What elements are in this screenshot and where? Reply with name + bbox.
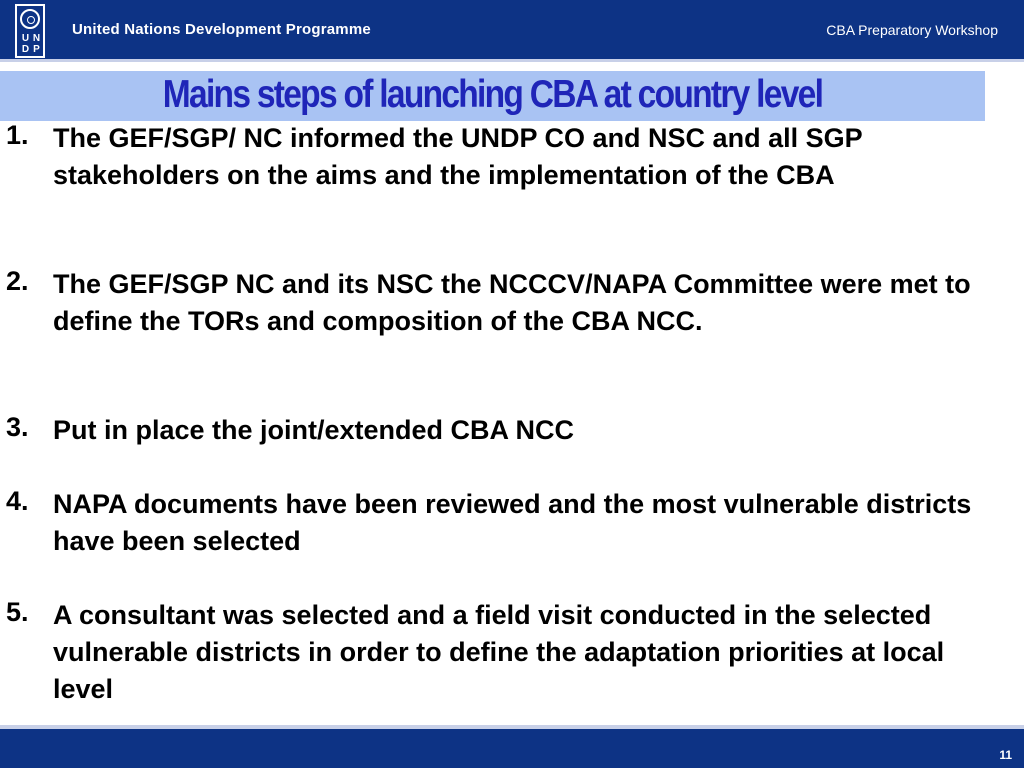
logo-letter: U [21,33,30,44]
step-text: NAPA documents have been reviewed and the most vulnerable districts have been selected [53,489,972,556]
footer-bar [0,725,1024,768]
undp-logo-icon [15,4,45,58]
logo-letter: P [33,44,40,55]
slide-title: Mains steps of launching CBA at country level [162,73,823,116]
step-number: 5. [6,597,29,627]
logo-letters [20,33,42,55]
step-text: The GEF/SGP/ NC informed the UNDP CO and NSC and all SGP stakeholders on the aims and the implementation of the CBA [53,123,863,190]
step-text: A consultant was selected and a field visit conducted in the selected vulnerable districts in order to define the adaptation priorities at local level [53,600,945,704]
organization-name: United Nations Development Programme [72,21,371,38]
step-number: 2. [6,266,29,296]
page-number: 11 [999,748,1012,762]
un-emblem-icon [20,9,40,29]
step-text: The GEF/SGP NC and its NSC the NCCCV/NAPA Committee were met to define the TORs and composition of the CBA NCC. [53,269,971,336]
logo-letter: N [32,33,41,44]
logo-letter: D [21,44,30,55]
step-number: 1. [6,120,29,150]
header-bar [0,0,1024,62]
step-text: Put in place the joint/extended CBA NCC [53,415,575,445]
step-number: 3. [6,412,29,442]
workshop-name: CBA Preparatory Workshop [826,22,998,38]
step-number: 4. [6,486,29,516]
